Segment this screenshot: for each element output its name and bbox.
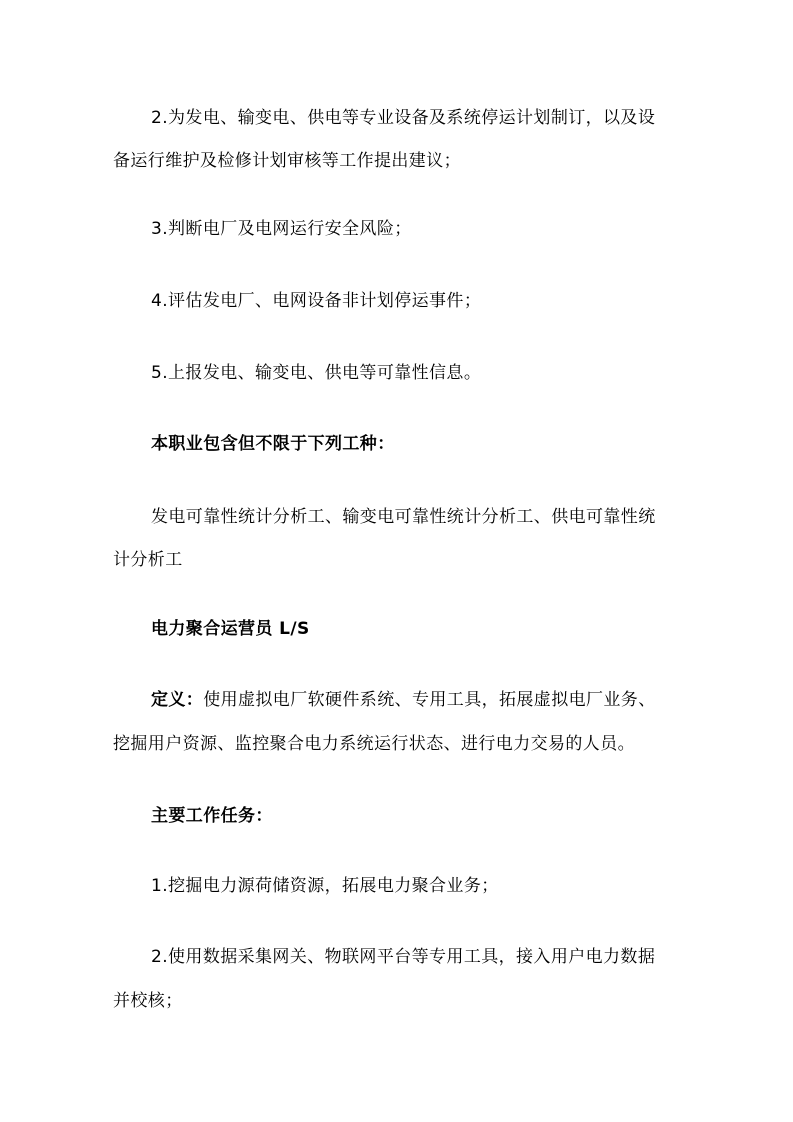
task-3-line: 3.判断电厂及电网运行安全风险； xyxy=(151,219,412,239)
occupation-title: 电力聚合运营员 L/S xyxy=(151,619,310,639)
new-task-2-line-1: 2.使用数据采集网关、物联网平台等专用工具，接入用户电力数据 xyxy=(151,947,656,967)
new-task-2-line-2: 并校核； xyxy=(113,991,183,1011)
worktypes-line-2: 计分析工 xyxy=(113,550,183,570)
task-2-line-2: 备运行维护及检修计划审核等工作提出建议； xyxy=(113,151,461,171)
new-task-1-line: 1.挖掘电力源荷储资源，拓展电力聚合业务； xyxy=(151,876,499,896)
definition-line-1 xyxy=(151,688,656,712)
worktypes-heading: 本职业包含但不限于下列工种： xyxy=(151,434,395,454)
main-tasks-heading: 主要工作任务： xyxy=(151,806,273,826)
definition-line-2: 挖掘用户资源、监控聚合电力系统运行状态、进行电力交易的人员。 xyxy=(113,734,635,754)
task-4-line: 4.评估发电厂、电网设备非计划停运事件； xyxy=(151,291,482,311)
definition-text-1: 使用虚拟电厂软硬件系统、专用工具，拓展虚拟电厂业务、 xyxy=(203,690,656,710)
worktypes-line-1: 发电可靠性统计分析工、输变电可靠性统计分析工、供电可靠性统 xyxy=(151,507,656,527)
task-2-line-1: 2.为发电、输变电、供电等专业设备及系统停运计划制订，以及设 xyxy=(151,108,656,128)
task-5-line: 5.上报发电、输变电、供电等可靠性信息。 xyxy=(151,363,482,383)
definition-label: 定义： xyxy=(151,690,204,710)
